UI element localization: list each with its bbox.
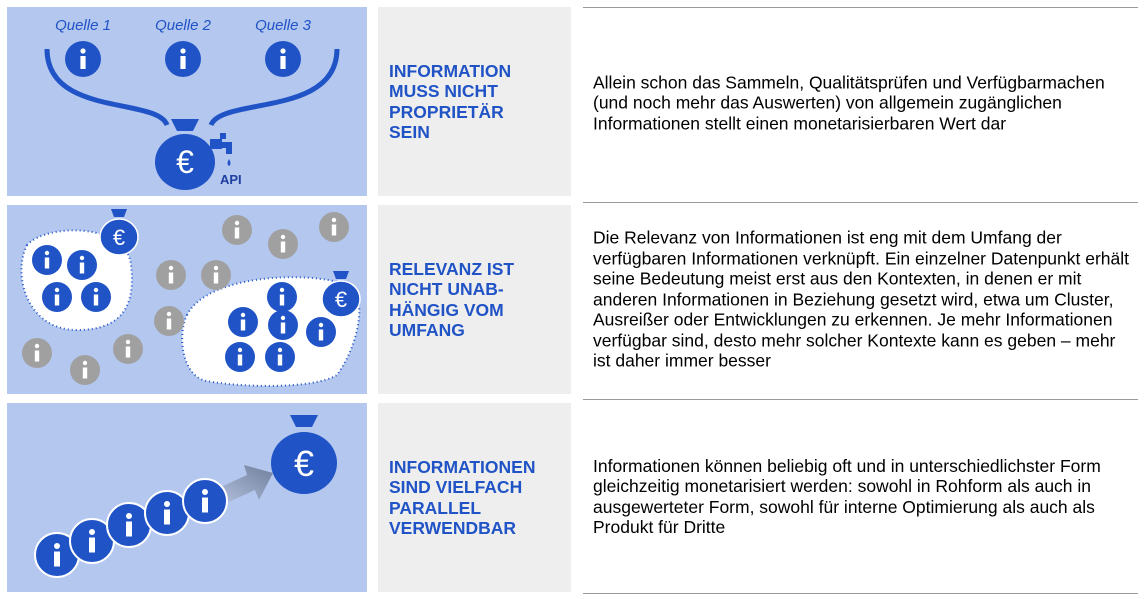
parallel-illustration [7,403,367,592]
info-icon [113,334,143,364]
row-parallel [0,403,1144,592]
info-icon [154,306,184,336]
info-icon [225,342,255,372]
row-relevance [0,205,1144,394]
info-icon [32,245,62,275]
info-icon [165,41,201,77]
illustration-sources [7,7,367,196]
info-icon [306,317,336,347]
description-cell [583,202,1138,395]
heading-cell [378,403,571,592]
bottom-divider [583,593,1138,594]
info-icon [222,215,252,245]
heading-cell [378,205,571,394]
info-icon [268,229,298,259]
info-icon [265,41,301,77]
info-icon [265,342,295,372]
description-proprietary: Allein schon das Sammeln, Qualitätsprüfen und Verfügbarmachen (und noch mehr das Auswerten) von allgemein zugänglichen Informationen stellt einen monetarisierbaren Wert dar [593,71,1105,133]
info-icon [319,212,349,242]
euro-money-bag-icon [271,415,337,494]
source-label-3: Quelle 3 [255,17,311,34]
illustration-parallel [7,403,367,592]
euro-money-bag-icon [322,271,360,317]
description-parallel: Informationen können beliebig oft und in unterschiedlichster Form gleichzeitig monetarisiert werden: sowohl in Rohform als auch in ausgewerteter Form, sowohl für interne Optimierung als auch als Produkt für Dritte [593,455,1101,537]
svg-text:€: € [293,443,315,484]
euro-money-bag-icon [155,119,215,190]
info-icon [156,260,186,290]
info-icon [201,260,231,290]
source-label-2: Quelle 2 [155,17,211,34]
heading-relevance: RELEVANZ IST NICHT UNAB- HÄNGIG VOM UMFANG [389,258,515,340]
heading-cell [378,7,571,196]
description-cell [583,7,1138,197]
info-icon [81,282,111,312]
illustration-clusters [7,205,367,394]
info-icon [22,338,52,368]
heading-proprietary: INFORMATION MUSS NICHT PROPRIETÄR SEIN [389,60,512,142]
description-cell [583,399,1138,593]
info-icon [228,307,258,337]
api-label: API [220,172,242,187]
info-icon [67,250,97,280]
svg-text:€: € [176,144,194,180]
info-icon [267,282,297,312]
info-icon [65,41,101,77]
clusters-illustration [7,205,367,394]
info-icon [183,479,227,523]
info-icon [268,310,298,340]
svg-text:€: € [112,225,126,250]
svg-text:€: € [334,287,348,312]
description-relevance: Die Relevanz von Informationen ist eng mit dem Umfang der verfügbaren Informationen verknüpft. Ein einzelner Datenpunkt erhält seine Bedeutung meist erst aus den Kontexten, in denen er mit anderen Informationen in Beziehung gesetzt wird, etwa um Cluster, Ausreißer oder Entwicklungen zu erkennen. Je mehr Informationen verfügbar sind, desto mehr solcher Kontexte kann es geben – mehr ist daher immer besser [593,227,1130,371]
source-label-1: Quelle 1 [55,17,111,34]
info-icon [42,282,72,312]
euro-money-bag-icon [100,209,138,255]
funnel-curve-left [47,49,167,125]
sources-illustration [7,7,367,196]
row-proprietary [0,7,1144,196]
heading-parallel: INFORMATIONEN SIND VIELFACH PARALLEL VERWENDBAR [389,456,536,538]
info-icon [70,355,100,385]
